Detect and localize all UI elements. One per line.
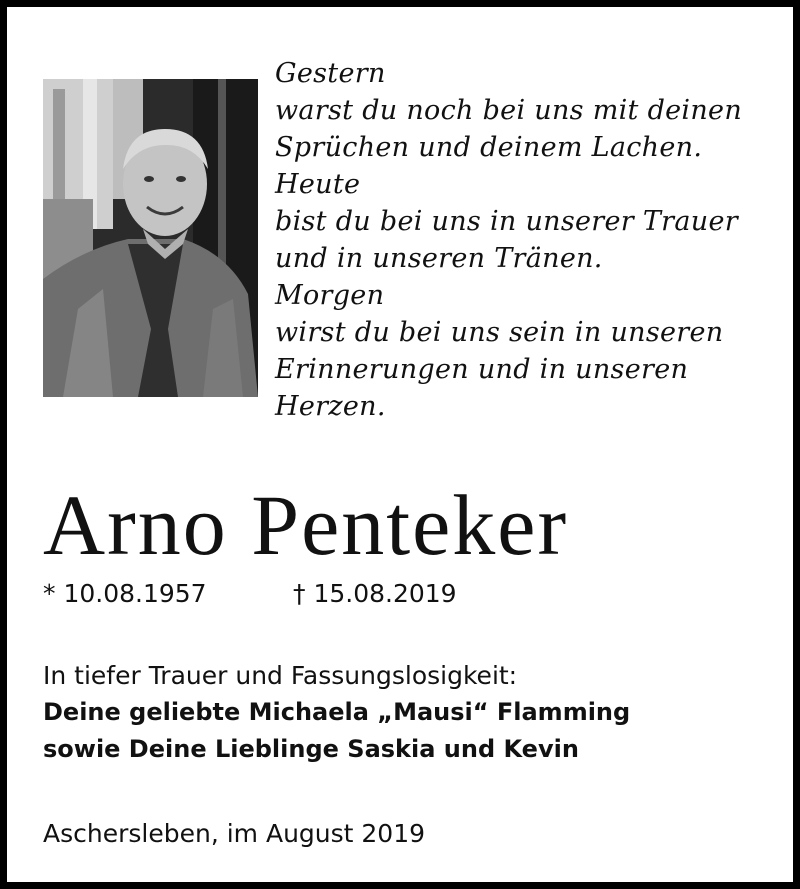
life-dates xyxy=(43,575,457,613)
poem-line: Erinnerungen und in unseren xyxy=(275,354,689,385)
portrait-photo xyxy=(43,79,258,397)
mourners-line-1: Deine geliebte Michaela „Mausi“ Flamming xyxy=(43,698,631,726)
death-date: † 15.08.2019 xyxy=(293,579,457,608)
poem-line: bist du bei uns in unserer Trauer xyxy=(275,206,738,237)
mourners-line-2: sowie Deine Lieblinge Saskia und Kevin xyxy=(43,735,579,763)
poem-line: warst du noch bei uns mit deinen xyxy=(275,95,743,126)
poem-line: Morgen xyxy=(275,280,385,311)
poem-line: Heute xyxy=(275,169,361,200)
place-and-date: Aschersleben, im August 2019 xyxy=(43,819,426,848)
deceased-name: Arno Penteker xyxy=(43,477,569,573)
portrait-photo-graphic xyxy=(43,79,258,397)
poem-line: und in unseren Tränen. xyxy=(275,243,603,274)
poem-line: wirst du bei uns sein in unseren xyxy=(275,317,724,348)
poem-line: Gestern xyxy=(275,58,386,89)
poem xyxy=(275,55,775,425)
poem-line: Sprüchen und deinem Lachen. xyxy=(275,132,703,163)
mourners-block xyxy=(43,657,630,768)
poem-line: Herzen. xyxy=(275,391,386,422)
birth-date: * 10.08.1957 xyxy=(43,579,207,608)
mourners-intro: In tiefer Trauer und Fassungslosigkeit: xyxy=(43,661,518,690)
